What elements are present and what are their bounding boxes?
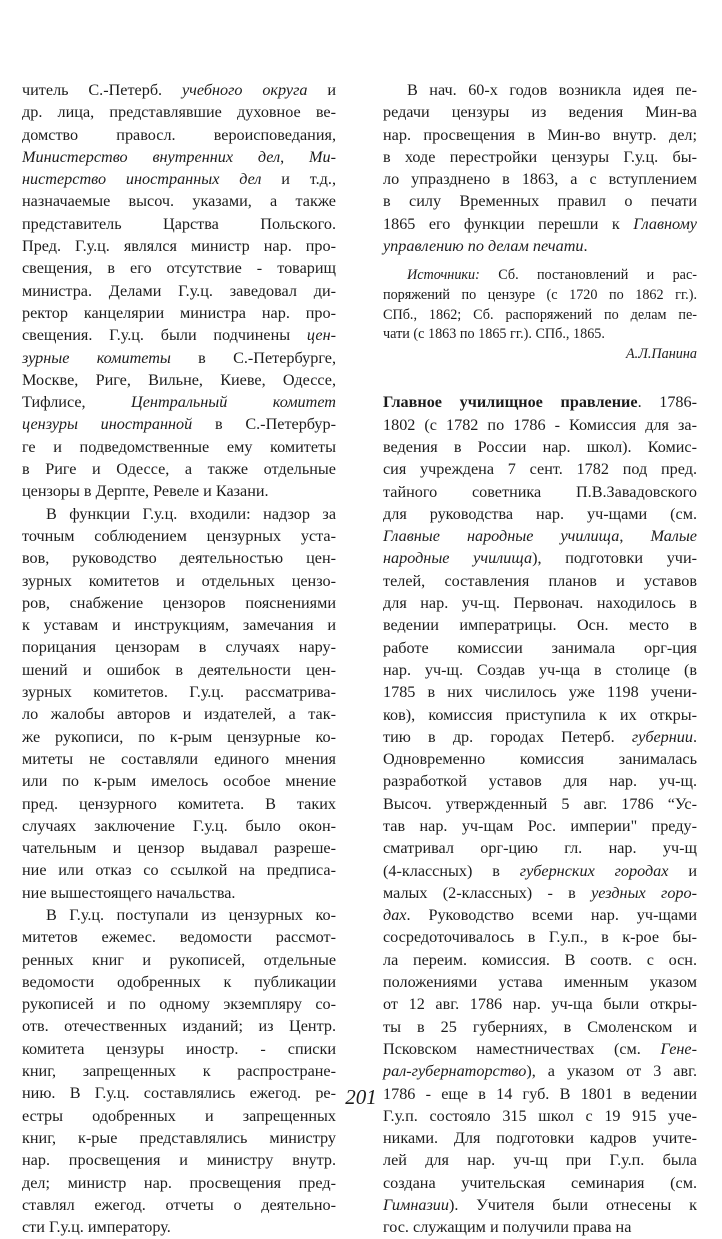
text-line <box>22 413 336 435</box>
text-run: чательным и цензор выдавал разреше- <box>22 839 336 858</box>
text-line <box>383 1127 697 1149</box>
text-run: тайного советника П.В.Завадовского <box>383 482 697 501</box>
text-run: комитета цензуры иностр. - списки <box>22 1039 336 1058</box>
text-line <box>383 1172 697 1194</box>
paragraph-censorship-reports <box>22 904 336 1238</box>
text-line <box>22 525 336 547</box>
text-run: положениями устава именным указом <box>383 973 697 992</box>
text-line <box>22 436 336 458</box>
text-run: . 1786- <box>637 393 698 412</box>
text-run: ставлял ежегод. отчеты о деятельно- <box>22 1195 336 1214</box>
text-run: и <box>307 81 336 99</box>
sources-note <box>383 266 697 344</box>
text-run: зурных комитетов и отдельных цензо- <box>22 571 336 590</box>
text-run: свещения, в его отсутствие - товарищ <box>22 259 336 278</box>
text-line <box>22 1149 336 1171</box>
text-line <box>22 659 336 681</box>
text-line <box>383 1149 697 1171</box>
text-run: 1802 (с 1782 по 1786 - Комиссия для за- <box>383 415 697 434</box>
italic-term: уездных горо- <box>591 883 697 902</box>
text-line <box>22 770 336 792</box>
text-run: др. лица, представлявшие духовное ве- <box>22 103 336 122</box>
spacer <box>383 364 697 391</box>
italic-term: управлению по делам печати <box>383 237 584 256</box>
text-line <box>383 190 697 212</box>
text-run: порицания цензорам в случаях нару- <box>22 638 336 657</box>
text-run: книг, запрещенных к распростране- <box>22 1062 336 1081</box>
text-run: ние или отказ со ссылкой на предписа- <box>22 861 336 880</box>
text-run: малых (2-классных) - в <box>383 883 592 902</box>
text-line <box>22 793 336 815</box>
text-run: . Руководство всеми нар. уч-щами <box>406 906 697 925</box>
text-run: . <box>692 727 697 746</box>
text-run: в ходе перестройки цензуры Г.у.ц. бы- <box>383 147 697 166</box>
text-run: сти Г.у.ц. императору. <box>22 1218 171 1237</box>
text-run: Пред. Г.у.ц. являлся министр нар. про- <box>22 237 336 256</box>
text-run: , <box>619 527 651 546</box>
text-run: зурных комитетов. Г.у.ц. рассматрива- <box>22 683 336 702</box>
text-run: ), подготовки учи- <box>532 549 697 568</box>
text-run: ла переим. комиссия. В соотв. с осн. <box>383 950 697 969</box>
text-run: , <box>280 147 310 166</box>
text-run: СПб., 1862; Сб. распоряжений по делам пе- <box>383 306 697 323</box>
page-number: 201 <box>345 1085 377 1109</box>
text-line <box>22 837 336 859</box>
text-line <box>22 547 336 569</box>
text-line <box>22 1127 336 1149</box>
text-line <box>22 926 336 948</box>
text-line <box>383 503 697 525</box>
italic-term: Гимназии <box>383 1196 449 1215</box>
text-line <box>383 681 697 703</box>
text-run: ты в 25 губерниях, в Смоленском и <box>383 1017 697 1036</box>
italic-term: Малые <box>650 527 697 546</box>
italic-term: нистерство иностранных дел <box>22 170 262 189</box>
text-line <box>383 904 697 926</box>
text-line <box>22 904 336 926</box>
italic-term: губернских городах <box>519 861 669 880</box>
text-line <box>22 636 336 658</box>
text-run: Псковском наместничествах (см. <box>383 1039 661 1058</box>
text-run: цензоры в Дерпте, Ревеле и Казани. <box>22 482 269 501</box>
text-line <box>22 703 336 725</box>
text-run: ), а указом от 3 авг. <box>526 1062 697 1081</box>
text-run: назначаемые высоч. указами, а также <box>22 192 336 211</box>
text-line <box>383 391 697 413</box>
italic-term: рал-губернаторство <box>383 1062 527 1081</box>
text-line <box>383 414 697 436</box>
text-line <box>383 882 697 904</box>
text-run: и т.д., <box>261 170 336 189</box>
text-run: книг, к-рые представлялись министру <box>22 1128 336 1147</box>
text-line <box>383 793 697 815</box>
text-line <box>22 993 336 1015</box>
text-run: естры одобренных и запрещенных <box>22 1106 336 1125</box>
text-run: работе комиссии занимала орг-ция <box>383 638 697 657</box>
text-run: В нач. 60-х годов возникла идея пе- <box>407 81 697 99</box>
text-line <box>383 1060 697 1082</box>
text-run: ло упразднено в 1863, а с вступлением <box>383 170 697 189</box>
italic-term: дах <box>383 906 407 925</box>
text-line <box>383 815 697 837</box>
text-line <box>383 949 697 971</box>
italic-term: Источники: <box>407 267 480 284</box>
text-run: митеты не составляли единого мнения <box>22 749 336 768</box>
italic-term: зурные комитеты <box>22 348 171 367</box>
text-line <box>22 726 336 748</box>
text-line <box>22 1060 336 1082</box>
text-line <box>383 235 697 257</box>
text-line <box>383 637 697 659</box>
text-run: гос. служащим и получили права на <box>383 1218 632 1237</box>
text-line <box>383 547 697 569</box>
text-line <box>22 614 336 636</box>
text-line <box>22 480 336 502</box>
text-line <box>22 324 336 346</box>
text-run: свещения. Г.у.ц. были подчинены <box>22 326 307 345</box>
text-run: домство правосл. вероисповедания, <box>22 125 336 144</box>
text-run: Одновременно комиссия занималась <box>383 750 697 769</box>
paragraph-censorship-functions <box>22 503 336 904</box>
text-line <box>22 213 336 235</box>
text-run: ние вышестоящего начальства. <box>22 883 236 902</box>
text-run: ). Учителя были отнесены к <box>448 1196 697 1215</box>
text-run: дел; министр нар. просвещения пред- <box>22 1173 336 1192</box>
text-run: создана учительская семинария (см. <box>383 1173 697 1192</box>
text-run: или по к-рым имелось особое мнение <box>22 772 336 791</box>
text-line <box>383 570 697 592</box>
text-line <box>383 266 697 286</box>
text-line <box>22 347 336 369</box>
paragraph-censorship-composition <box>22 79 336 503</box>
text-run: лей для нар. уч-щ при Г.у.п. была <box>383 1151 697 1170</box>
text-line <box>22 592 336 614</box>
text-line <box>22 458 336 480</box>
text-run: же рукописи, по к-рым цензурные ко- <box>22 727 336 746</box>
text-run: Сб. постановлений и рас- <box>479 267 697 284</box>
text-run: ров, снабжение цензоров пояснениями <box>22 593 336 612</box>
text-line <box>22 146 336 168</box>
text-run: В функции Г.у.ц. входили: надзор за <box>46 504 336 523</box>
text-run: сия учреждена 7 сент. 1782 под пред. <box>383 460 697 479</box>
text-run: ренных книг и рукописей, отдельные <box>22 950 336 969</box>
text-run: точным соблюдением цензурных уста- <box>22 526 336 545</box>
text-run: читель С.-Петерб. <box>22 81 182 99</box>
text-run: 1865 его функции перешли к <box>383 214 634 233</box>
text-line <box>383 286 697 306</box>
text-run: телей, составления планов и уставов <box>383 571 697 590</box>
text-run: нию. В Г.у.ц. составлялись ежегод. ре- <box>22 1084 336 1103</box>
text-run: ведомости одобренных к публикации <box>22 972 336 991</box>
text-run: шений и ошибок в деятельности цен- <box>22 660 336 679</box>
text-line <box>22 302 336 324</box>
text-run: чати (с 1863 по 1865 гг.). СПб., 1865. <box>383 326 605 343</box>
text-line <box>22 503 336 525</box>
text-run: и <box>668 861 697 880</box>
text-line <box>22 748 336 770</box>
paragraph-censorship-abolition <box>383 79 697 257</box>
italic-term: Ми- <box>309 147 336 166</box>
text-line <box>383 79 697 101</box>
text-line <box>383 168 697 190</box>
text-line <box>22 882 336 904</box>
text-run: Г.у.п. состояло 315 школ с 19 915 уче- <box>383 1106 697 1125</box>
text-line <box>383 1016 697 1038</box>
italic-term: А.Л.Панина <box>626 345 697 362</box>
text-line <box>22 859 336 881</box>
text-line <box>383 837 697 859</box>
text-run: Тифлисе, <box>22 393 132 412</box>
text-line <box>22 1194 336 1216</box>
text-line <box>383 458 697 480</box>
text-line <box>22 369 336 391</box>
text-run: поряжений по цензуре (с 1720 по 1862 гг.). <box>383 286 697 303</box>
text-run: редачи цензуры из ведения Мин-ва <box>383 103 697 122</box>
text-line <box>383 860 697 882</box>
italic-term: Центральный комитет <box>131 393 336 412</box>
text-run: нар. уч-щ. Создав уч-ща в столице (в <box>383 660 697 679</box>
text-run: в силу Временных правил о печати <box>383 192 697 211</box>
text-line <box>383 971 697 993</box>
text-run: 1785 в них числилось уже 1198 учени- <box>383 683 697 702</box>
italic-term: Главному <box>633 214 697 233</box>
text-run: вов, руководство деятельностью цен- <box>22 549 336 568</box>
text-run: для нар. уч-щ. Первонач. находилось в <box>383 594 697 613</box>
text-line <box>22 1015 336 1037</box>
text-line <box>383 481 697 503</box>
text-run: сосредоточивалось в Г.у.п., в к-рое бы- <box>383 928 697 947</box>
italic-term: Министерство внутренних дел <box>22 147 281 166</box>
text-line <box>383 1038 697 1060</box>
text-run: ведения в России нар. школ). Комис- <box>383 437 697 456</box>
italic-term: цензуры иностранной <box>22 415 193 434</box>
text-line <box>383 926 697 948</box>
italic-term: народные училища <box>383 549 533 568</box>
left-column <box>22 79 336 1238</box>
text-line <box>22 168 336 190</box>
text-run: ло жалобы авторов и издателей, а так- <box>22 705 336 724</box>
text-line <box>383 993 697 1015</box>
text-line <box>383 101 697 123</box>
text-line <box>22 391 336 413</box>
italic-term: цен- <box>306 326 336 345</box>
text-line <box>383 614 697 636</box>
text-line <box>383 146 697 168</box>
text-line <box>22 190 336 212</box>
text-run: ге и подведомственные ему комитеты <box>22 437 336 456</box>
text-run: случаях заключение Г.у.ц. было окон- <box>22 816 336 835</box>
text-run: ков), комиссия приступила к их откры- <box>383 705 697 724</box>
text-run: ведении императрицы. Осн. место в <box>383 616 697 635</box>
text-line <box>22 1172 336 1194</box>
text-run: пред. цензурного комитета. В таких <box>22 794 336 813</box>
text-line <box>383 726 697 748</box>
text-run: никами. Для подготовки кадров учите- <box>383 1129 697 1148</box>
text-line <box>22 681 336 703</box>
text-run: рукописей и по одному экземпляру со- <box>22 995 336 1014</box>
text-line <box>383 345 697 365</box>
text-run: в Риге и Одессе, а также отдельные <box>22 460 336 479</box>
text-line <box>383 770 697 792</box>
text-line <box>22 971 336 993</box>
text-run: Москве, Риге, Вильне, Киеве, Одессе, <box>22 370 336 389</box>
text-run: для руководства нар. уч-щами (см. <box>383 504 697 523</box>
text-line <box>22 1216 336 1238</box>
text-line <box>22 124 336 146</box>
text-line <box>22 570 336 592</box>
text-line <box>22 1038 336 1060</box>
text-line <box>22 815 336 837</box>
text-line <box>383 525 697 547</box>
italic-term: Гене- <box>660 1039 697 1058</box>
text-run: представитель Царства Польского. <box>22 214 336 233</box>
spacer <box>383 257 697 266</box>
text-line <box>22 235 336 257</box>
text-run: Высоч. утвержденный 5 авг. 1786 “Ус- <box>383 794 697 813</box>
text-line <box>22 280 336 302</box>
text-run: нар. просвещения и министру внутр. <box>22 1151 336 1170</box>
text-run: нар. просвещения в Мин-во внутр. дел; <box>383 125 697 144</box>
entry-main-school-board <box>383 391 697 1238</box>
text-run: министра. Делами Г.у.ц. заведовал ди- <box>22 281 336 300</box>
text-line <box>383 306 697 326</box>
text-run: в С.-Петербур- <box>192 415 336 434</box>
text-run: тав нар. уч-щам Рос. империи" преду- <box>383 816 697 835</box>
text-line <box>22 949 336 971</box>
italic-term: губернии <box>631 727 693 746</box>
text-line <box>22 79 336 101</box>
text-run: В Г.у.ц. поступали из цензурных ко- <box>46 905 336 924</box>
text-line <box>383 124 697 146</box>
text-line <box>383 213 697 235</box>
text-run: отв. отечественных изданий; из Центр. <box>22 1017 336 1036</box>
text-line <box>383 748 697 770</box>
text-line <box>383 704 697 726</box>
text-line <box>383 1194 697 1216</box>
text-run: к уставам и инструкциям, замечания и <box>22 616 336 635</box>
author-signature <box>383 345 697 365</box>
text-run: разработкой уставов для нар. уч-щ. <box>383 772 697 791</box>
right-column <box>383 79 697 1239</box>
text-run: (4-классных) в <box>383 861 520 880</box>
text-run: митетов ежемес. ведомости рассмот- <box>22 928 336 947</box>
text-run: тию в др. городах Петерб. <box>383 727 632 746</box>
text-line <box>383 592 697 614</box>
text-run: от 12 авг. 1786 нар. уч-ща были откры- <box>383 995 697 1014</box>
text-line <box>383 325 697 345</box>
text-run: . <box>583 237 588 256</box>
entry-title: Главное училищное правление <box>383 393 638 412</box>
text-line <box>383 659 697 681</box>
text-line <box>383 1216 697 1238</box>
italic-term: Главные народные училища <box>383 527 620 546</box>
text-run: ректор канцелярии министра нар. про- <box>22 303 336 322</box>
text-run: в С.-Петербурге, <box>170 348 336 367</box>
text-line <box>383 436 697 458</box>
text-line <box>22 101 336 123</box>
text-line <box>22 257 336 279</box>
text-run: 1786 - еще в 14 губ. В 1801 в ведении <box>383 1084 697 1103</box>
text-run: сматривал орг-цию гл. нар. уч-щ <box>383 839 697 858</box>
italic-term: учебного округа <box>181 81 308 99</box>
